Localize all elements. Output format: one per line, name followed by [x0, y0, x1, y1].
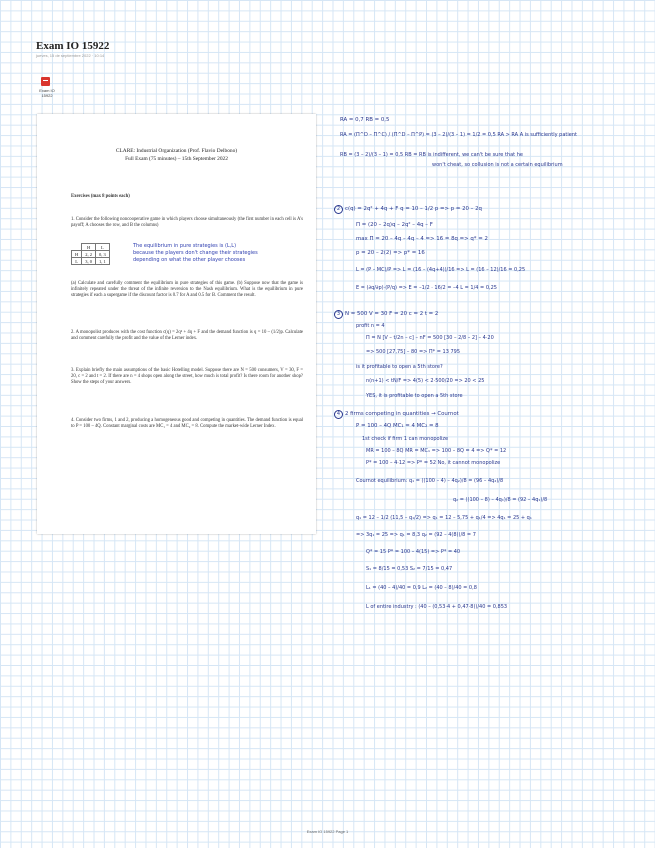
question-1: 1. Consider the following noncooperative game in which players choose simultaneously (the first number in each cell is A's payoff; A chooses the row, and B the columns) — [71, 217, 303, 228]
question-number: 3 — [334, 310, 343, 319]
exam-sheet — [37, 114, 316, 534]
pdf-file-icon — [41, 77, 50, 86]
note-text: c(q) = 2q² + 4q + F q = 10 – 1/2 p => p = 20 – 2q — [345, 206, 482, 212]
handwritten-note: => 500 [27,75] – 80 => Π* = 13 795 — [366, 349, 461, 355]
handwritten-note: depending on what the other player chooses — [133, 257, 246, 263]
handwritten-note: q₁ = 12 – 1/2 (11,5 – q₁/2) => q₁ = 12 – 5,75 + q₁/4 => 4q₁ = 25 + q₁ — [356, 515, 532, 521]
handwritten-note: profit n = 4 — [356, 323, 385, 329]
question-number: 4 — [334, 410, 343, 419]
handwritten-note: max Π = 20 – 4q – 4q – 4 => 16 = 8q => q* = 2 — [356, 236, 488, 242]
handwritten-note: S₁ = 8/15 = 0,53 S₂ = 7/15 = 0,47 — [366, 566, 453, 572]
attachment[interactable] — [38, 77, 56, 98]
question-4: 4. Consider two firms, 1 and 2, producing a homogeneous good and competing in quantities. The demand function is equal to P = 100 – 4Q. Constant marginal costs are MC₁ = 4 and MC₂ = 8. Compute the market-wide Lerner Index. — [71, 418, 303, 429]
payoff-cell: 3, 0 — [82, 258, 96, 265]
page-date: jueves, 15 de septiembre 2022 · 10:14 — [36, 53, 105, 58]
question-2: 2. A monopolist produces with the cost function c(q) = 2q² + 4q + F and the demand function is q = 10 – (1/2)p. Calculate and comment carefully the profit and the value of the Lerner index. — [71, 330, 303, 341]
handwritten-note: P* = 100 – 4·12 => P* = 52 No, it cannot monopolize — [366, 460, 501, 466]
page-title: Exam IO 15922 — [36, 40, 110, 52]
handwritten-note: is it profitable to open a 5th store? — [356, 364, 443, 370]
exam-heading-1: CLARE: Industrial Organization (Prof. Flavio Delbono) — [115, 148, 238, 154]
handwritten-note: RB = (3 – 2)/(3 – 1) = 0,5 RB = RB is indifferent, we can't be sure that he — [340, 152, 523, 158]
handwritten-note: YES, it is profitable to open a 5th store — [366, 393, 463, 399]
handwritten-note: because the players don't change their strategies — [133, 250, 258, 256]
handwritten-note: L = (P – MC)/P => L = (16 – (4q+4))/16 => L = (16 – 12)/16 = 0,25 — [356, 267, 526, 273]
handwritten-note: Π = N [V – t/2n – c] – nF = 500 [30 – 2/8 – 2] – 4·20 — [366, 335, 494, 341]
handwritten-note: The equilibrium in pure strategies is (L,L) — [133, 243, 237, 249]
payoff-cell: 0, 3 — [96, 251, 110, 258]
payoff-table — [71, 243, 110, 265]
handwritten-note — [334, 310, 438, 319]
question-1-sub: (a) Calculate and carefully comment the equilibrium in pure strategies of this game. (b) Suppose now that the game is infinitely repeated under the threat of the infinite reversion to the Nash equilibrium. What is the equilibrium in pure strategies if each a supergame if the discount factor is 0.7 for A and 0.5 for B. Comment the result. — [71, 281, 303, 298]
exam-heading-2: Full Exam (75 minutes) – 15th September 2022 — [125, 155, 228, 162]
handwritten-note: E = (∂q/∂p)·(P/q) => E = –1/2 · 16/2 = –4 L = 1/4 = 0,25 — [356, 285, 497, 291]
row-header: H — [72, 251, 82, 258]
question-3: 3. Explain briefly the main assumptions of the basic Hotelling model. Suppose there are N = 500 consumers, V = 30, F = 20, c = 2 and t = 2. If there are n = 4 shops open along the street, how much is total profit? Is there room for another shop? Show the steps of your answers. — [71, 368, 303, 385]
exercises-heading: Exercises (max 8 points each) — [71, 194, 130, 199]
payoff-cell: 1, 1 — [96, 258, 110, 265]
handwritten-note: MR = 100 – 8Q MR = MC₁ => 100 – 8Q = 4 => Q* = 12 — [366, 448, 507, 454]
handwritten-note — [334, 410, 459, 419]
handwritten-note: Q* = 15 P* = 100 – 4(15) => P* = 40 — [366, 549, 461, 555]
handwritten-note: RA = (Π^D – Π^C) / (Π^D – Π^P) = (3 – 2)/(3 – 1) = 1/2 = 0,5 RA > RA A is sufficiently patient — [340, 132, 577, 138]
handwritten-note: n(n+1) < tN/F => 4(5) < 2·500/20 => 20 < 25 — [366, 378, 485, 384]
handwritten-note: Π = (20 – 2q)q – 2q² – 4q – F — [356, 222, 433, 228]
handwritten-note: L of entire industry : (40 – (0,53·4 + 0,47·8))/40 = 0,853 — [366, 604, 508, 610]
question-number: 2 — [334, 205, 343, 214]
handwritten-note: q₂ = ((100 – 8) – 4q₁)/8 = (92 – 4q₁)/8 — [453, 497, 548, 503]
payoff-cell: 2, 2 — [82, 251, 96, 258]
handwritten-note: Cournot equilibrium: q₁ = ((100 – 4) – 4q₂)/8 = (96 – 4q₂)/8 — [356, 478, 504, 484]
row-header: L — [72, 258, 82, 265]
handwritten-note — [334, 205, 482, 214]
page-footer: Exam IO 15922 Page 1 — [306, 829, 349, 834]
handwritten-note: won't cheat, so collusion is not a certain equilibrium — [432, 162, 563, 168]
handwritten-note: RA = 0,7 RB = 0,5 — [340, 117, 390, 123]
note-text: 2 firms competing in quantities → Cournot — [345, 411, 459, 417]
handwritten-note: 1st check if firm 1 can monopolize — [362, 436, 449, 442]
col-header: H — [82, 244, 96, 251]
handwritten-note: p = 20 – 2(2) => p* = 16 — [356, 250, 425, 256]
handwritten-note: L₁ = (40 – 4)/40 = 0,9 L₂ = (40 – 8)/40 = 0,8 — [366, 585, 477, 591]
attachment-label: Exam IO 15922 — [39, 88, 55, 98]
col-header: L — [96, 244, 110, 251]
handwritten-note: P = 100 – 4Q MC₁ = 4 MC₂ = 8 — [356, 423, 439, 429]
note-text: N = 500 V = 30 F = 20 c = 2 t = 2 — [345, 311, 439, 317]
handwritten-note: => 3q₁ = 25 => q₁ = 8,3 q₂ = (92 – 4(8))/8 = 7 — [356, 532, 476, 538]
exam-header — [37, 148, 316, 163]
